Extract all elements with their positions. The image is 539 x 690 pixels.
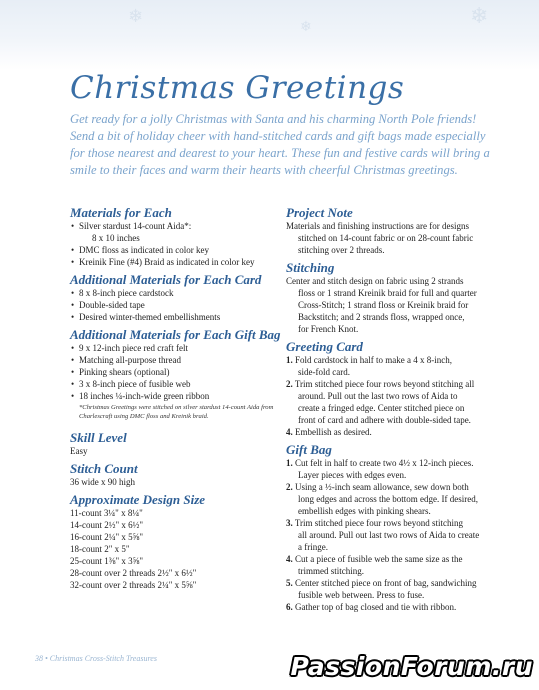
list-item: • Silver stardust 14-count Aida*: 8 x 10 inches: [70, 220, 282, 244]
list-item: 5. Center stitched piece on front of bag, sandwiching fusible web between. Press to fuse.: [286, 578, 477, 600]
greeting-card-steps: [286, 354, 494, 438]
materials-each-heading: Materials for Each: [70, 205, 172, 220]
design-size-row: 11-count 3¼" x 8¼": [70, 508, 143, 518]
design-size-heading: Approximate Design Size: [70, 492, 206, 507]
gift-bag-steps: [286, 457, 494, 613]
gift-bag-heading: Gift Bag: [286, 442, 332, 457]
skill-level-value: Easy: [70, 446, 88, 456]
design-size-row: 14-count 2½" x 6½": [70, 520, 144, 530]
stitch-count-heading: Stitch Count: [70, 461, 138, 476]
snowflake-icon: ❄: [470, 4, 489, 29]
list-item: • 9 x 12-inch piece red craft felt: [70, 342, 282, 354]
page-footer: 38 • Christmas Cross-Stitch Treasures: [35, 654, 157, 663]
project-note-text: Materials and finishing instructions are for designs stitched on 14-count fabric or on 28-count fabric stitching over 2 threads.: [286, 221, 474, 255]
design-size-row: 28-count over 2 threads 2½" x 6½": [70, 568, 197, 578]
stitch-count-value: 36 wide x 90 high: [70, 477, 135, 487]
materials-each-list: [70, 220, 282, 268]
list-item: • Kreinik Fine (#4) Braid as indicated in color key: [70, 256, 282, 268]
list-item: 4. Cut a piece of fusible web the same size as the trimmed stitching.: [286, 554, 463, 576]
page-title: Christmas Greetings: [70, 70, 405, 106]
materials-bag-heading: Additional Materials for Each Gift Bag: [70, 327, 281, 342]
watermark: PassionForum.ru: [290, 652, 533, 681]
project-note-heading: Project Note: [286, 205, 353, 220]
intro-paragraph: Get ready for a jolly Christmas with Santa and his charming North Pole friends! Send a bit of holiday cheer with hand-stitched cards and gift bags made especially for those nearest and dearest to your heart. These fun and festive cards will bring a smile to their faces and warm their hearts with cheerful Christmas greetings.: [70, 112, 490, 177]
list-item: • 8 x 8-inch piece cardstock: [70, 287, 282, 299]
materials-footnote: *Christmas Greetings were stitched on silver stardust 14-count Aida from Charlescraft using DMC floss and Kreinik braid.: [79, 404, 274, 420]
list-item: • Double-sided tape: [70, 299, 282, 311]
header-background: [0, 0, 539, 70]
snowflake-icon: ❄: [300, 19, 312, 35]
list-item: 1. Fold cardstock in half to make a 4 x 8-inch, side-fold card.: [286, 355, 452, 377]
materials-card-list: [70, 287, 282, 323]
list-item: 2. Using a ½-inch seam allowance, sew down both long edges and across the bottom edge. If desired, embellish edges with pinking shears.: [286, 482, 478, 516]
skill-level-heading: Skill Level: [70, 430, 127, 445]
list-item: • Desired winter-themed embellishments: [70, 311, 282, 323]
list-item: 6. Gather top of bag closed and tie with ribbon.: [286, 602, 457, 612]
list-item: • Pinking shears (optional): [70, 366, 282, 378]
list-item: 3. Trim stitched piece four rows beyond stitching all around. Pull out last two rows of Aida to create a fringe.: [286, 518, 480, 552]
right-column: [286, 205, 494, 613]
design-size-row: 18-count 2" x 5": [70, 544, 130, 554]
left-column: [70, 205, 282, 591]
list-item: • Matching all-purpose thread: [70, 354, 282, 366]
list-item: 1. Cut felt in half to create two 4½ x 12-inch pieces. Layer pieces with edges even.: [286, 458, 474, 480]
design-size-row: 25-count 1⅜" x 3⅝": [70, 556, 144, 566]
stitching-text: Center and stitch design on fabric using 2 strands floss or 1 strand Kreinik braid for full and quarter Cross-Stitch; 1 strand floss or Kreinik braid for Backstitch; and 2 strands floss, wrapped once, for French Knot.: [286, 276, 477, 334]
list-item: • DMC floss as indicated in color key: [70, 244, 282, 256]
design-size-row: 16-count 2¼" x 5⅝": [70, 532, 144, 542]
snowflake-icon: ❄: [128, 6, 144, 27]
design-size-row: 32-count over 2 threads 2¼" x 5⅝": [70, 580, 197, 590]
list-item: 2. Trim stitched piece four rows beyond stitching all around. Pull out the last two rows of Aida to create a fringed edge. Center stitched piece on front of card and adhere with double-sided tape.: [286, 379, 475, 425]
list-item: 4. Embellish as desired.: [286, 427, 372, 437]
design-size-list: [70, 507, 282, 591]
list-item: • 18 inches ¼-inch-wide green ribbon: [70, 390, 282, 402]
greeting-card-heading: Greeting Card: [286, 339, 363, 354]
materials-bag-list: [70, 342, 282, 402]
materials-card-heading: Additional Materials for Each Card: [70, 272, 262, 287]
list-item: • 3 x 8-inch piece of fusible web: [70, 378, 282, 390]
stitching-heading: Stitching: [286, 260, 335, 275]
